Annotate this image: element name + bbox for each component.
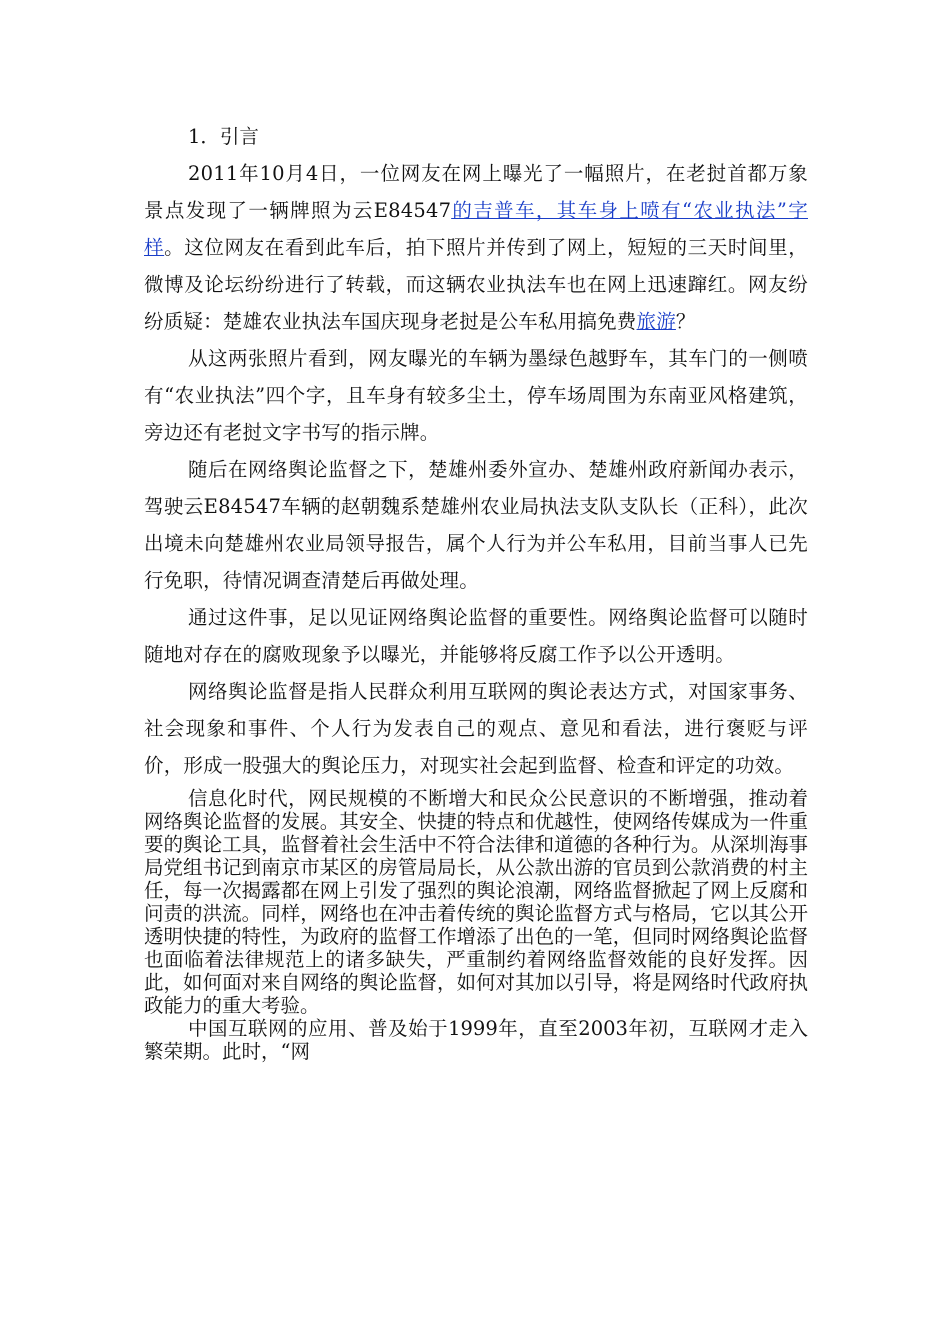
paragraph-1 — [144, 155, 808, 340]
jeep-description-link[interactable]: 的吉普车，其车身上喷有“农业执法”字样 — [144, 199, 808, 259]
paragraph-4: 通过这件事，足以见证网络舆论监督的重要性。网络舆论监督可以随时随地对存在的腐败现象予以曝光，并能够将反腐工作予以公开透明。 — [144, 606, 808, 666]
paragraph-5: 网络舆论监督是指人民群众利用互联网的舆论表达方式，对国家事务、社会现象和事件、个人行为发表自己的观点、意见和看法，进行褒贬与评价，形成一股强大的舆论压力，对现实社会起到监督、检查和评定的功效。 — [144, 680, 808, 777]
paragraph-1-text-b: 。这位网友在看到此车后，拍下照片并传到了网上，短短的三天时间里，微博及论坛纷纷进行了转载，而这辆农业执法车也在网上迅速蹿红。网友纷纷质疑：楚雄农业执法车国庆现身老挝是公车私用搞免费 — [144, 236, 808, 333]
section-heading: 1．引言 — [188, 125, 259, 148]
paragraph-3: 随后在网络舆论监督之下，楚雄州委外宣办、楚雄州政府新闻办表示，驾驶云E84547车辆的赵朝魏系楚雄州农业局执法支队支队长（正科），此次出境未向楚雄州农业局领导报告，属个人行为并公车私用，目前当事人已先行免职，待情况调查清楚后再做处理。 — [144, 458, 808, 592]
paragraph-6: 信息化时代，网民规模的不断增大和民众公民意识的不断增强，推动着网络舆论监督的发展。其安全、快捷的特点和优越性，使网络传媒成为一件重要的舆论工具，监督着社会生活中不符合法律和道德的各种行为。从深圳海事局党组书记到南京市某区的房管局局长，从公款出游的官员到公款消费的村主任，每一次揭露都在网上引发了强烈的舆论浪潮，网络监督掀起了网上反腐和问责的洪流。同样，网络也在冲击着传统的舆论监督方式与格局，它以其公开透明快捷的特性，为政府的监督工作增添了出色的一笔，但同时网络舆论监督也面临着法律规范上的诸多缺失，严重制约着网络监督效能的良好发挥。因此，如何面对来自网络的舆论监督，如何对其加以引导，将是网络时代政府执政能力的重大考验。 — [144, 787, 808, 1017]
document-page — [144, 118, 808, 1063]
travel-link[interactable]: 旅游 — [636, 310, 676, 333]
paragraph-7: 中国互联网的应用、普及始于1999年，直至2003年初，互联网才走入繁荣期。此时，“网 — [144, 1017, 808, 1063]
paragraph-2: 从这两张照片看到，网友曝光的车辆为墨绿色越野车，其车门的一侧喷有“农业执法”四个字，且车身有较多尘土，停车场周围为东南亚风格建筑，旁边还有老挝文字书写的指示牌。 — [144, 347, 808, 444]
paragraph-1-text-c: ？ — [675, 310, 696, 333]
paragraph-1-text-a: 2011年10月4日，一位网友在网上曝光了一幅照片，在老挝首都万象景点发现了一辆牌照为云E84547 — [144, 162, 808, 222]
